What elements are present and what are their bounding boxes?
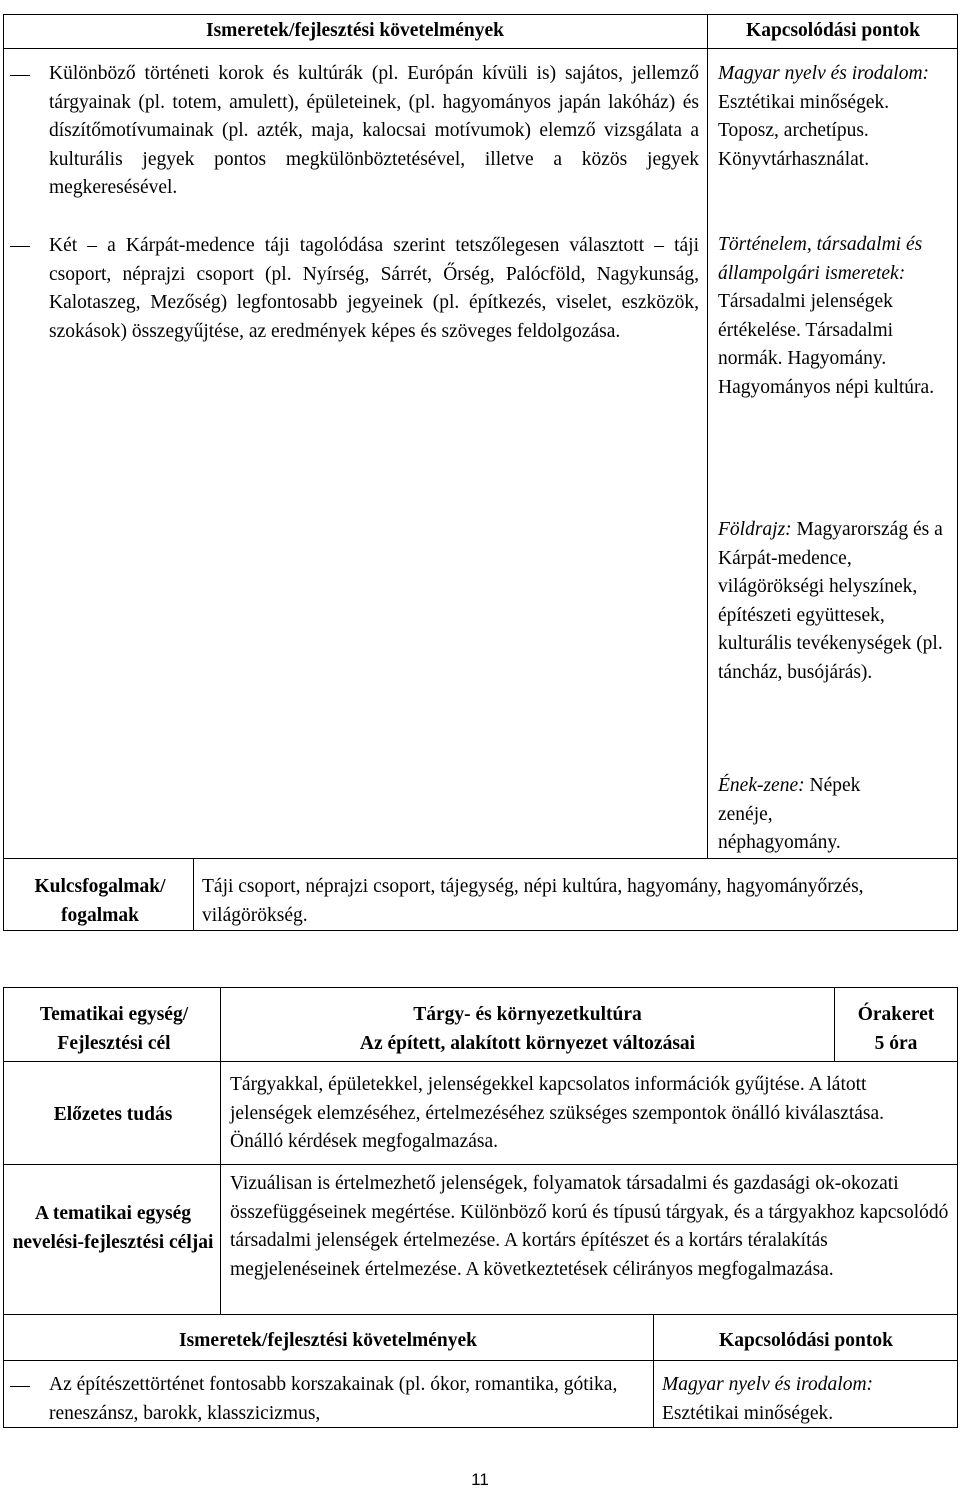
requirement-item-1: Különböző történeti korok és kultúrák (pl. Európán kívüli is) sajátos, jellemző tárgyainak (pl. totem, amulett), épületeinek, (pl. hagyományos japán lakóház) és díszítőmotívumainak (pl. azték, maja, kalocsai motívumok) elemző vizsgálata a kulturális jegyek pontos megkülönböztetésével, illetve a közös jegyek megkeresésével. [49,63,699,198]
link-subject: Történelem, társadalmi és állampolgári ismeretek: [718,234,923,284]
requirement-architecture-history: Az építészettörténet fontosabb korszakainak (pl. ókor, romantika, gótika, reneszánsz, barokk, klasszicizmus, [49,1374,618,1424]
table-2-header-connections: Kapcsolódási pontok [719,1330,893,1351]
link-subject: Földrajz: [718,519,792,540]
link-text: Társadalmi jelenségek értékelése. Társadalmi normák. Hagyomány. Hagyományos népi kultúra. [718,291,935,398]
unit-label: Tematikai egység/ Fejlesztési cél [39,1004,189,1054]
prior-knowledge-label: Előzetes tudás [53,1104,173,1125]
unit-title-line-2: Az épített, alakított környezet változásai [359,1032,696,1054]
link-hungarian-literature-2 [662,1371,952,1428]
unit-title [221,1001,834,1058]
key-concepts-text: Táji csoport, néprajzi csoport, tájegység, népi kultúra, hagyomány, hagyományőrzés, világörökség. [202,876,864,926]
key-concepts-label: Kulcsfogalmak/ fogalmak [34,876,166,926]
table-1-header-connections: Kapcsolódási pontok [746,20,920,41]
table-2-header-requirements: Ismeretek/fejlesztési követelmények [179,1330,477,1351]
goals-text: Vizuálisan is értelmezhető jelenségek, folyamatok társadalmi és gazdasági ok-okozati összefüggéseinek megértése. Különböző korú és típusú tárgyak, és a tárgyakhoz kapcsolódó társadalmi jelenségek értelmezése. A kortárs építészet és a kortárs téralakítás megjelenéseinek értelmezése. A következtetések célirányos megfogalmazása. [230,1173,949,1280]
table-1-header-requirements: Ismeretek/fejlesztési követelmények [206,20,504,41]
table-1-key-column-divider [193,858,194,931]
link-text: Magyarország és a Kárpát-medence, világörökségi helyszínek, építészeti együttesek, kulturális tevékenységek (pl. táncház, busójárás). [718,519,943,683]
link-music [718,772,898,858]
prior-knowledge-text: Tárgyakkal, épületekkel, jelenségekkel kapcsolatos információk gyűjtése. A látott jelenségek elemzéséhez, értelmezéséhez szükséges szempontok önálló kiválasztása. Önálló kérdések megfogalmazása. [230,1074,885,1152]
requirement-item-2: Két – a Kárpát-medence táji tagolódása szerint tetszőlegesen választott – táji csoport, néprajzi csoport (pl. Nyírség, Sárrét, Őrség, Palócföld, Nagykunság, Kalotaszeg, Mezőség) legfontosabb jegyeinek (pl. építkezés, viselet, eszközök, szokások) összegyűjtése, az eredmények képes és szöveges feldolgozása. [49,235,699,342]
table-1-column-divider [707,14,708,858]
hours-block [835,1001,957,1058]
table-2-row-divider-3 [3,1314,958,1315]
bullet-dash-3 [10,1386,30,1387]
bullet-dash-1 [10,75,30,76]
link-hungarian-literature [718,60,950,174]
hours-value: 5 óra [874,1032,918,1054]
table-2-row-divider-2 [3,1164,958,1165]
link-text: Népek zenéje, néphagyomány. [718,775,861,853]
table-2-row-divider-4 [3,1360,958,1361]
table-1-header-divider [3,48,958,49]
link-subject: Ének-zene: [718,775,805,796]
link-geography [718,516,950,687]
page-number: 11 [471,1470,489,1489]
table-1-key-divider [3,858,958,859]
bullet-dash-2 [10,246,30,247]
link-subject: Magyar nyelv és irodalom: [662,1374,874,1395]
link-text: Esztétikai minőségek. Toposz, archetípus. Könyvtárhasználat. [718,91,890,170]
link-history [718,231,950,402]
unit-title-line-1: Tárgy- és környezetkultúra [413,1004,642,1025]
hours-label: Órakeret [857,1004,935,1025]
link-text: Esztétikai minőségek. [662,1402,834,1424]
link-subject: Magyar nyelv és irodalom: [718,63,930,84]
table-2-row-divider-1 [3,1061,958,1062]
goals-label: A tematikai egység nevelési-fejlesztési céljai [12,1203,214,1253]
